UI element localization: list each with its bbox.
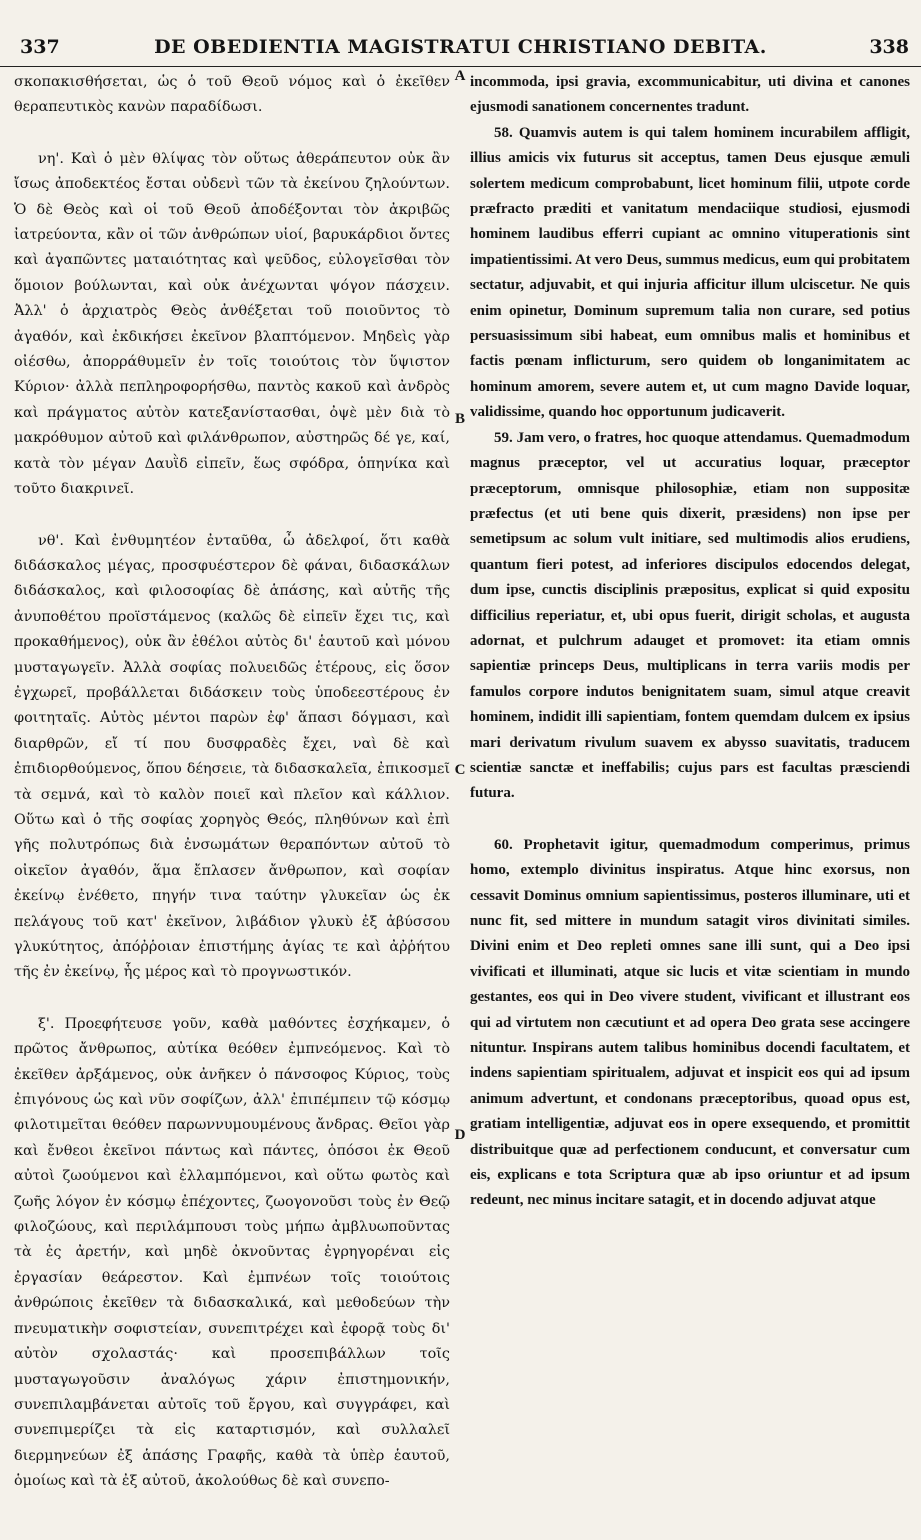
latin-column <box>470 70 910 1540</box>
greek-paragraph-59: νθ'. Καὶ ἐνθυμητέον ἐνταῦθα, ὦ ἀδελφοί, ὅτι καθὰ διδάσκαλος μέγας, προσφυέστερον δὲ φάναι, διδασκάλων διδάσκαλος, καὶ φιλοσοφίας δὲ ἁπάσης, καὶ αὐτῆς τῆς ἀνυποθέτου προϊστάμενος (καλῶς δὲ εἰπεῖν ἔχει τις, καὶ προκαθήμενος), οὐκ ἂν ἐθέλοι αὐτὸς δι' ἑαυτοῦ καὶ μόνου μυσταγωγεῖν. Ἀλλὰ σοφίας πολυειδῶς ἑτέρους, εἰς ὅσον ἐγχωρεῖ, προβάλλεται διδάσκειν τοὺς ὑποδεεστέρους ἐν φοιτηταῖς. Αὐτὸς μέντοι παρὼν ἐφ' ἅπασι δόγμασι, καὶ διαρθρῶν, εἴ τί που δυσφραδὲς ἔχει, ναὶ δὲ καὶ ἐπιδιορθούμενος, ὅπου δέησειε, τὰ διδασκαλεῖα, ἐπικοσμεῖ τὰ σεμνά, καὶ τὸ καλὸν ποιεῖ καὶ πλεῖον καὶ κάλλιον. Οὕτω καὶ ὁ τῆς σοφίας χορηγὸς Θεός, πληθύνων καὶ ἐπὶ γῆς πολυτρόπως διὰ ἐνσωμάτων θεραπόντων αὐτοῦ τὸ οἰκεῖον ἀγαθόν, ἅμα ἔπλασεν ἄνθρωπον, καὶ σοφίαν ἐκείνῳ ἐνέθετο, πηγήν τινα ταύτην γλυκεῖαν ὡς ἐκ πελάγους τοῦ κατ' ἐκεῖνον, λιβάδιον γλυκὺ ἐξ ἀβύσσου γλυκύτητος, ἀπόῤῥοιαν ἐπιστήμης ἁγίας τε καὶ ἀῤῥήτου τῆς ἐν ἐκείνῳ, ἧς μέρος καὶ τὸ προγνωστικόν. <box>14 532 450 981</box>
latin-paragraph-58: 58. Quamvis autem is qui talem hominem incurabilem affligit, illius amicis vix futurus sit acceptus, tamen Deus ejusque æmuli solertem medicum comprobabunt, licet hominum filii, utpote corde præfracto præditi et vanitatum mendaciique studiosi, ejusmodi hominem laudibus efferri cupiant ac omnino vituperationis sint impatientissimi. At vero Deus, summus medicus, eum qui probitatem sectatur, adjuvabit, et qui injuria afficitur illum ulciscetur. Ne quis enim opinetur, Dominum supremum talia non curare, sed potius persuasissimum sibi habeat, eum omnibus malis et hominibus et factis pœnam inflicturum, sero quidem ob longanimitatem ac hominum amorem, severe autem et, ut cum magno Davide loquar, validissime, quando hoc opportunum judicaverit. <box>470 124 910 421</box>
latin-paragraph-60: 60. Prophetavit igitur, quemadmodum comperimus, primus homo, extemplo divinitus inspiratus. Atque hinc exorsus, non cessavit Dominus omnium sapientissimus, posteros illuminare, uti et nunc fit, sed mittere in mundum satagit viros divinitati similes. Divini enim et Deo repleti omnes sane illi sunt, qui a Deo ipsi vivificati et illuminati, atque sic lucis et vitæ scientiam in mundo gestantes, eos qui in Deo vivere student, vivificant et illustrant eos qui ad virtutem non cæcutiunt et ad opera Deo grata sese accingere nituntur. Inspirans autem talibus hominibus docendi facultatem, et indens sapientiam spiritualem, adjuvat et inspicit eos qui ad ipsum animum advertunt, et condonans præceptoribus, quoad opus est, gratiam intelligentiæ, adjuvat eos in opere exsequendo, et promittit distribuitque quæ ad perfectionem conducunt, et conversatur cum eis, explicans e tota Scriptura quæ ab ipso oriuntur et ad ipsum redeunt, nec minus incitare satagit, et in docendo adjuvat atque <box>470 836 910 1209</box>
greek-paragraph-intro: σκοπακισθήσεται, ὡς ὁ τοῦ Θεοῦ νόμος καὶ ὁ ἐκεῖθεν θεραπευτικὸς κανὼν παραδίδωσι. <box>14 74 450 116</box>
greek-column <box>14 70 450 1540</box>
latin-paragraph-59: 59. Jam vero, o fratres, hoc quoque attendamus. Quemadmodum magnus præceptor, vel ut accuratius loquar, præceptor præceptorum, omnisque philosophiæ, etiam non suppositæ præfectus (et uti bene quis dixerit, præsidens) non ipse per semetipsum ac solum vult initiare, sed multimodis alios erudiens, quantum fieri potest, ad inferiores discipulos edocendos delegat, dum ipse, cunctis disciplinis præpositus, explicat si quid expositu difficilius reperiatur, et, ubi opus fuerit, dirigit scholas, et augusta adornat, et pulchrum adauget et promovet: ita etiam omnis sapientiæ princeps Deus, multiplicans in terra variis modis per famulos corpore indutos benignitatem suam, simul atque creavit hominem, indidit illi sapientiam, fontem quemdam dulcem ex ipsius mari derivatum rivulum suavem ex abysso suavitatis, traducem scientiæ sanctæ et ineffabilis; cujus pars est facultas præsciendi futura. <box>470 429 910 802</box>
section-marker-b: B <box>454 411 465 427</box>
section-marker-c: C <box>454 762 466 778</box>
section-marker-a: A <box>454 68 466 84</box>
running-title: DE OBEDIENTIA MAGISTRATUI CHRISTIANO DEBITA. <box>154 36 767 58</box>
greek-paragraph-60: ξ'. Προεφήτευσε γοῦν, καθὰ μαθόντες ἐσχήκαμεν, ὁ πρῶτος ἄνθρωπος, αὐτίκα θεόθεν ἐμπνεόμενος. Καὶ τὸ ἐκεῖθεν ἀρξάμενος, οὐκ ἀνῆκεν ὁ πάνσοφος Κύριος, τοὺς ἐπιγόνους ὡς καὶ νῦν σοφίζων, ἀλλ' ἐπιπέμπειν τῷ κόσμῳ φιλοτιμεῖται θεόθεν παρωννυμουμένους ἄνδρας. Θεῖοι γὰρ καὶ ἔνθεοι ἐκεῖνοι πάντως καὶ πάντες, ὁπόσοι ἐκ Θεοῦ αὐτοὶ ζωούμενοι καὶ ἐλλαμπόμενοι, καὶ οὕτω φωτὸς καὶ ζωῆς λόγον ἐν κόσμῳ ἐπέχοντες, ζωογονοῦσι τοὺς ἐν Θεῷ φιλοζώους, καὶ περιλάμπουσι τοὺς μήπω ἀμβλυωποῦντας τὰ ἐς ἀρετήν, καὶ μηδὲ ὀκνοῦντας ἐγρηγορέναι εἰς ἐργασίαν θεάρεστον. Καὶ ἐμπνέων τοῖς τοιούτοις ἀνθρώποις ἐκεῖθεν τὰ διδασκαλικά, καὶ μεθοδεύων τὴν πνευματικὴν σοφιστείαν, συνεπιτρέχει καὶ ἐφορᾷ τοὺς δι' αὐτὸν σχολαστάς· καὶ προσεπιβάλλων τοῖς μυσταγωγοῦσιν ἀναλόγως χάριν ἐπιστημονικήν, συνεπιλαμβάνεται αὐτοῖς τοῦ ἔργου, καὶ συγγράφει, καὶ συνεπιμερίζει τὰ εἰς καταρτισμόν, καὶ συλλαλεῖ διερμηνεύων ἐξ ἁπάσης Γραφῆς, καθὰ τὰ ὑπὲρ ἑαυτοῦ, ὁμοίως καὶ τὰ ἐξ αὐτοῦ, ἀκολούθως δὲ καὶ συνεπο- <box>14 1015 450 1490</box>
greek-paragraph-58: νη'. Καὶ ὁ μὲν θλίψας τὸν οὕτως ἀθεράπευτον οὐκ ἂν ἴσως ἀποδεκτέος ἔσται οὐδενὶ τῶν τὰ ἐκείνου ζηλούντων. Ὁ δὲ Θεὸς καὶ οἱ τοῦ Θεοῦ ἀποδέξονται τὸν ἀκριβῶς ἰατρεύοντα, κἂν οἱ τῶν ἀνθρώπων υἱοί, βαρυκάρδιοι ὄντες καὶ ἀγαπῶντες ματαιότητας καὶ ψεῦδος, εὐλογεῖσθαι τὸν ὅμοιον βούλωνται, καὶ οὐκ ἀνέχωνται ψόγον πάσχειν. Ἀλλ' ὁ ἀρχιατρὸς Θεὸς ἀνθέξεται τοῦ ποιοῦντος τὸ ἀγαθόν, καὶ ἐκδικήσει ἐκεῖνον βλαπτόμενον. Μηδεὶς γὰρ οἰέσθω, ἀπορράθυμεῖν ἐν τοῖς τοιούτοις τὸν ὕψιστον Κύριον· ἀλλὰ πεπληροφορήσθω, παντὸς κακοῦ καὶ ἀνδρὸς καὶ πράγματος αὐτὸν κατεξανίστασθαι, ὀψὲ μὲν διὰ τὸ μακρόθυμον αὐτοῦ καὶ φιλάνθρωπον, αὐστηρῶς δέ γε, καί, κατὰ τὸν μέγαν Δαυῒδ εἰπεῖν, ἕως σφόδρα, ὁπηνίκα καὶ τοῦτο διακρινεῖ. <box>14 150 450 498</box>
section-marker-d: D <box>454 1127 466 1143</box>
latin-paragraph-intro: incommoda, ipsi gravia, excommunicabitur, uti divina et canones ejusmodi sanationem concernentes tradunt. <box>470 74 910 116</box>
page-number-left: 337 <box>20 36 60 58</box>
running-header <box>0 36 921 67</box>
page-number-right: 338 <box>869 36 909 58</box>
